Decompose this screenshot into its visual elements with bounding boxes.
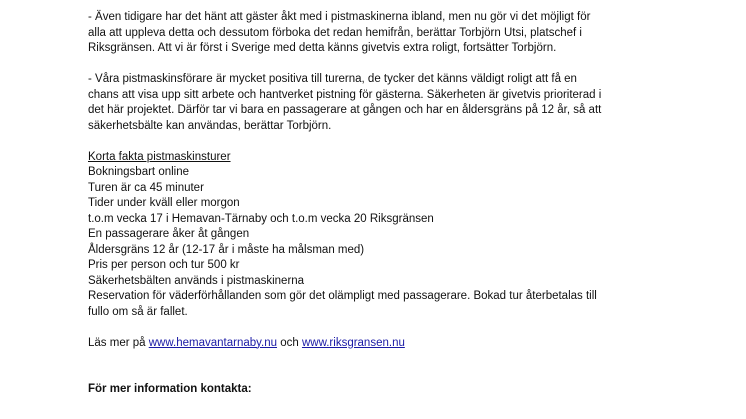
facts-heading: Korta fakta pistmaskinsturer	[88, 150, 231, 163]
read-more-prefix: Läs mer på	[88, 336, 149, 349]
facts-item: Säkerhetsbälten används i pistmaskinerna	[88, 274, 305, 287]
paragraph-line: säkerhetsbälte kan användas, berättar Torbjörn.	[88, 119, 332, 132]
paragraph-first	[88, 10, 708, 57]
facts-item: Åldersgräns 12 år (12-17 år i måste ha målsman med)	[88, 243, 365, 256]
riksgransen-link[interactable]: www.riksgransen.nu	[301, 336, 405, 349]
facts-item: Turen är ca 45 minuter	[88, 181, 204, 194]
contact-heading: För mer information kontakta:	[88, 383, 252, 395]
facts-item: Reservation för väderförhållanden som gör det olämpligt med passagerare. Bokad tur återbetalas till	[88, 290, 597, 302]
paragraph-line: - Våra pistmaskinsförare är mycket positiva till turerna, de tycker det känns väldigt roligt att få en	[88, 73, 577, 85]
facts-item: Bokningsbart online	[88, 166, 190, 178]
hemavantarnaby-link[interactable]: www.hemavantarnaby.nu	[148, 336, 278, 349]
document-page	[88, 10, 708, 398]
paragraph-line: det här projektet. Därför tar vi bara en passagerare at gången och har en åldersgräns på 12 år, så att	[88, 104, 602, 116]
facts-item: fullo om så är fallet.	[88, 305, 188, 318]
paragraph-line: chans att visa upp sitt arbete och hantverket pistning för gästerna. Säkerheten är givetvis prioriterad i	[88, 88, 602, 101]
read-more-line	[88, 336, 708, 352]
paragraph-second	[88, 72, 708, 134]
paragraph-line: alla att uppleva detta och dessutom förboka det redan hemifrån, berättar Torbjörn Utsi, platschef i	[88, 26, 582, 39]
paragraph-line: - Även tidigare har det hänt att gäster åkt med i pistmaskinerna ibland, men nu gör vi det möjligt för	[88, 11, 591, 23]
facts-item: t.o.m vecka 17 i Hemavan-Tärnaby och t.o.m vecka 20 Riksgränsen	[88, 212, 434, 225]
facts-section	[88, 150, 708, 321]
facts-item: Pris per person och tur 500 kr	[88, 259, 240, 271]
paragraph-line: Riksgränsen. Att vi är först i Sverige med detta känns givetvis extra roligt, fortsätter Torbjörn.	[88, 42, 557, 54]
facts-item: En passagerare åker åt gången	[88, 228, 250, 240]
facts-item: Tider under kväll eller morgon	[88, 197, 240, 209]
read-more-and: och	[277, 336, 302, 349]
